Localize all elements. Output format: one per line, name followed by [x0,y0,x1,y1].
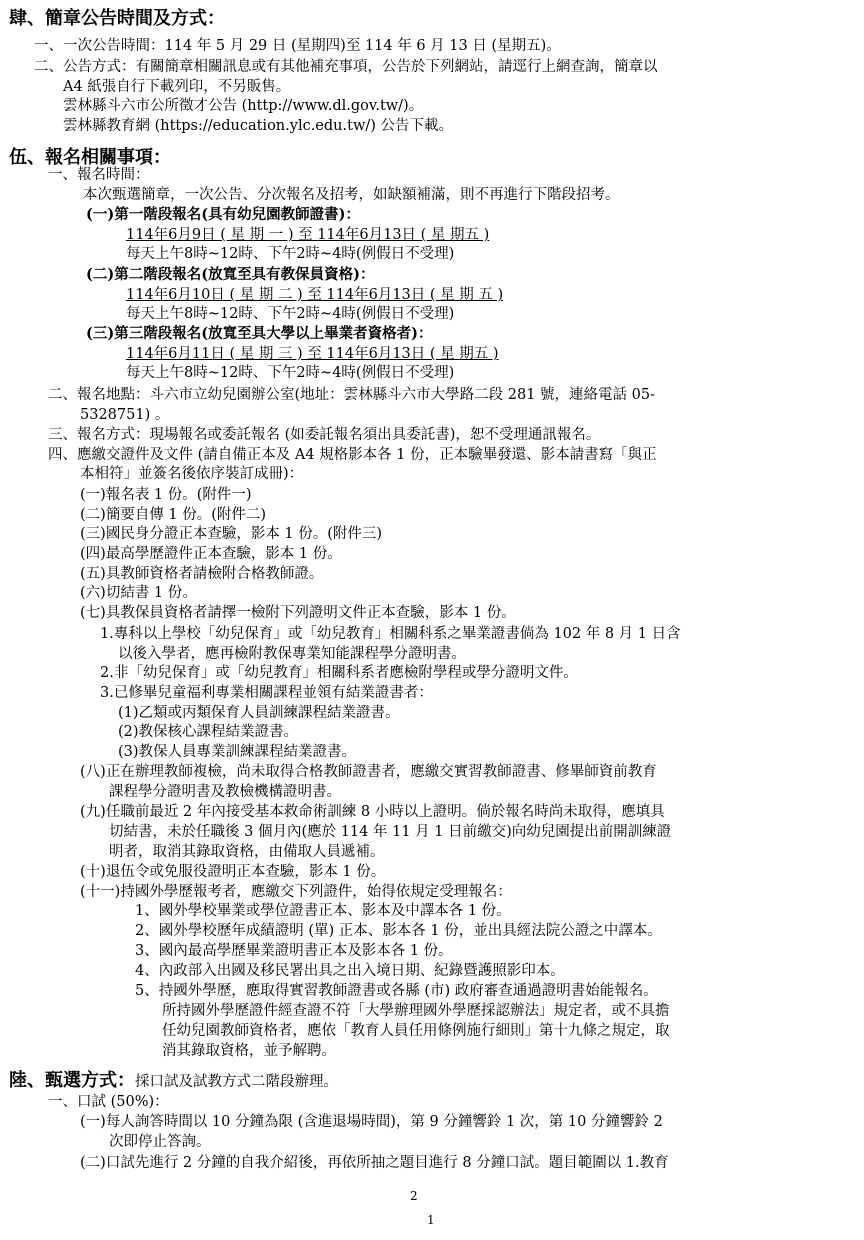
oral-exam-item: (一)每人詢答時間以 10 分鐘為限 (含進退場時間)，第 9 分鐘響鈴 1 次，第 10 分鐘響鈴 2 [80,1114,663,1130]
doc-item: (三)國民身分證正本查驗，影本 1 份。(附件三) [80,526,383,542]
stage-3-date: 114年6月11日 ( 星 期 三 ) 至 114年6月13日 ( 星 期五 ) [126,346,499,362]
doc-subsubitem: (1)乙類或丙類保育人員訓練課程結業證書。 [118,705,400,721]
doc-item: (九)任職前最近 2 年內接受基本救命術訓練 8 小時以上證明。倘於報名時尚未取得，應填具 [80,804,665,820]
doc-subitem: 3.已修畢兒童福利專業相關課程並領有結業證書者： [100,685,433,701]
doc-item: (七)具教保員資格者請擇一檢附下列證明文件正本查驗，影本 1 份。 [80,605,516,621]
doc-subitem: 1.專科以上學校「幼兒保育」或「幼兒教育」相關科系之畢業證書倘為 102 年 8 月 1 日含 [100,626,681,642]
doc-item: (四)最高學歷證件正本查驗，影本 1 份。 [80,546,342,562]
stage-3-hours: 每天上午8時~12時、下午2時~4時(例假日不受理) [126,365,455,381]
announce-time: 一、一次公告時間：114 年 5 月 29 日 (星期四)至 114 年 6 月 13 日 (星期五)。 [34,38,561,54]
doc-subsubitem: (3)教保人員專業訓練課程結業證書。 [118,744,357,760]
stage-1-hours: 每天上午8時~12時、下午2時~4時(例假日不受理) [126,246,455,262]
reg-time-desc: 本次甄選簡章，一次公告、分次報名及招考，如缺額補滿，則不再進行下階段招考。 [83,187,620,203]
doc-subsubitem: (2)教保核心課程結業證書。 [118,724,299,740]
foreign-doc-item: 5、持國外學歷，應取得實習教師證書或各縣 (市) 政府審查通過證明書始能報名。 [135,983,658,999]
stage-1-date: 114年6月9日 ( 星 期 一 ) 至 114年6月13日 ( 星 期五 ) [126,227,490,243]
announce-method: 二、公告方式：有關簡章相關訊息或有其他補充事項，公告於下列網站，請逕行上網查詢，簡章以 [34,59,658,75]
announce-site-1: 雲林縣斗六市公所徵才公告 (http://www.dl.gov.tw/)。 [63,98,424,114]
stage-1-title: (一)第一階段報名(具有幼兒園教師證書)： [86,206,360,223]
page-number: 2 [410,1189,418,1203]
section-5-heading: 伍、報名相關事項： [9,147,171,168]
doc-item: (八)正在辦理教師複檢，尚未取得合格教師證書者，應繳交實習教師證書、修畢師資前教育 [80,764,657,780]
doc-item: (十一)持國外學歷報考者，應繳交下列證件，始得依規定受理報名： [80,884,512,900]
reg-documents: 四、應繳交證件及文件 (請自備正本及 A4 規格影本各 1 份，正本驗畢發還、影本請書寫「與正 [48,447,657,463]
foreign-doc-item: 3、國內最高學歷畢業證明書正本及影本各 1 份。 [135,943,453,959]
doc-item: (五)具教師資格者請檢附合格教師證。 [80,566,324,582]
doc-subitem: 2.非「幼兒保育」或「幼兒教育」相關科系者應檢附學程或學分證明文件。 [100,665,578,681]
section-6-title-rest: 採口試及試教方式二階段辦理。 [135,1074,338,1090]
doc-item-cont: 切結書，未於任職後 3 個月內(應於 114 年 11 月 1 日前繳交)向幼兒園提出前開訓練證 [109,824,672,840]
stage-3-title: (三)第三階段報名(放寬至具大學以上畢業者資格者)： [86,325,433,342]
stage-2-hours: 每天上午8時~12時、下午2時~4時(例假日不受理) [126,306,455,322]
reg-documents-cont: 本相符」並簽名後依序裝訂成冊)： [80,466,304,482]
section-6-heading [9,1070,338,1093]
oral-exam-item: (二)口試先進行 2 分鐘的自我介紹後，再依所抽之題目進行 8 分鐘口試。題目範圍以 1.教育 [80,1155,669,1171]
section-6-title: 陸、甄選方式： [9,1070,135,1091]
doc-item: (二)簡要自傳 1 份。(附件二) [80,507,267,523]
page-number-secondary: 1 [427,1213,435,1227]
doc-item-cont: 課程學分證明書及教檢機構證明書。 [109,784,341,800]
stage-2-date: 114年6月10日 ( 星 期 二 ) 至 114年6月13日 ( 星 期 五 ) [126,287,504,303]
reg-location: 二、報名地點：斗六市立幼兒園辦公室(地址：雲林縣斗六市大學路二段 281 號，連絡電話 05- [48,387,656,403]
oral-exam-item-cont: 次即停止答詢。 [109,1134,211,1150]
reg-location-cont: 5328751) 。 [80,407,170,423]
doc-item-cont: 明者，取消其錄取資格，由備取人員遞補。 [109,844,385,860]
foreign-doc-item: 1、國外學校畢業或學位證書正本、影本及中譯本各 1 份。 [135,903,511,919]
announce-site-2: 雲林縣教育網 (https://education.ylc.edu.tw/) 公告下載。 [63,118,454,134]
foreign-doc-item-cont: 所持國外學歷證件經查證不符「大學辦理國外學歷採認辦法」規定者，或不具擔 [162,1003,670,1019]
doc-item: (六)切結書 1 份。 [80,585,197,601]
reg-method: 三、報名方式：現場報名或委託報名 (如委託報名須出具委託書)，恕不受理通訊報名。 [48,427,601,443]
foreign-doc-item-cont: 任幼兒園教師資格者，應依「教育人員任用條例施行細則」第十九條之規定，取 [162,1023,670,1039]
announce-method-cont: A4 紙張自行下載列印，不另販售。 [63,79,291,95]
foreign-doc-item: 4、內政部入出國及移民署出具之出入境日期、紀錄暨護照影印本。 [135,963,565,979]
section-4-heading: 肆、簡章公告時間及方式： [9,8,225,29]
doc-item: (一)報名表 1 份。(附件一) [80,487,252,503]
foreign-doc-item: 2、國外學校歷年成績證明 (單) 正本、影本各 1 份，並出具經法院公證之中譯本。 [135,923,662,939]
doc-item: (十)退伍令或免服役證明正本查驗，影本 1 份。 [80,864,386,880]
doc-subitem-cont: 以後入學者，應再檢附教保專業知能課程學分證明書。 [118,646,466,662]
stage-2-title: (二)第二階段報名(放寬至具有教保員資格)： [86,266,375,283]
foreign-doc-item-cont: 消其錄取資格，並予解聘。 [162,1043,336,1059]
reg-time-label: 一、報名時間： [48,167,150,183]
oral-exam-label: 一、口試 (50%)： [48,1094,169,1110]
